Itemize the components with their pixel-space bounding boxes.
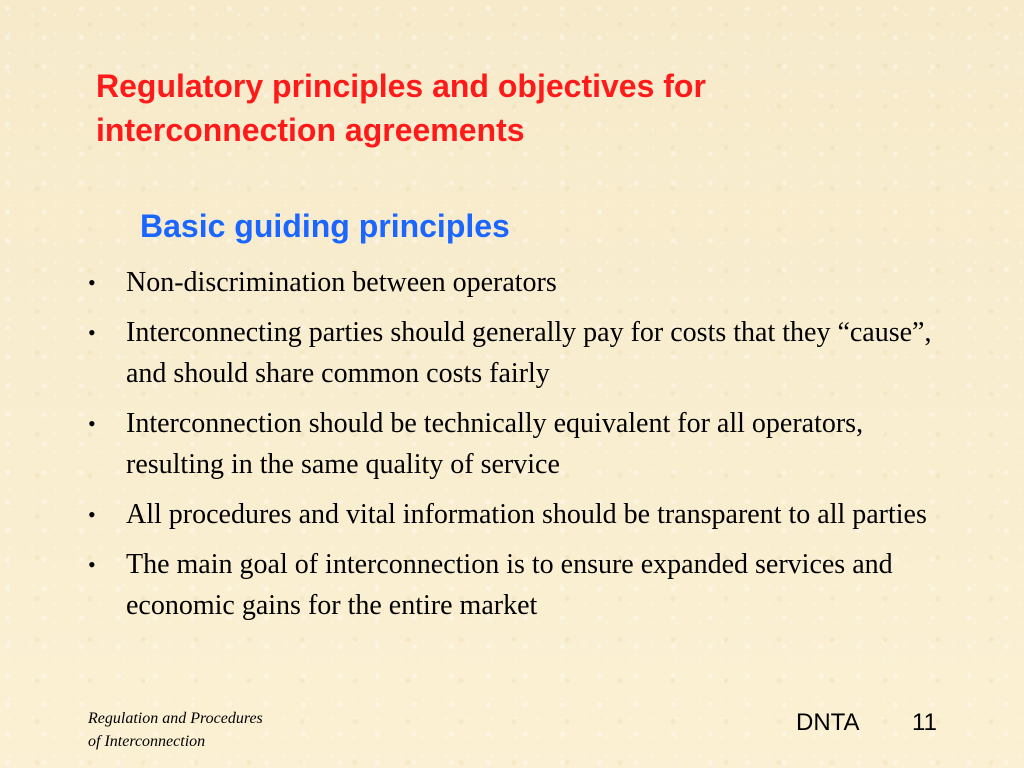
page-number: 11: [912, 709, 937, 736]
bullet-icon: •: [88, 270, 96, 295]
bullet-icon: •: [88, 320, 96, 345]
bullet-item: [86, 494, 946, 535]
bullet-icon: •: [88, 552, 96, 577]
bullet-text: Interconnecting parties should generally pay for costs that they “cause”, and should share common costs fairly: [126, 317, 932, 389]
bullet-item: [86, 262, 946, 303]
bullet-text: All procedures and vital information should be transparent to all parties: [126, 499, 927, 530]
bullet-text: Interconnection should be technically equivalent for all operators, resulting in the same quality of service: [126, 408, 864, 480]
section-subtitle: Basic guiding principles: [140, 208, 510, 244]
bullet-text: The main goal of interconnection is to ensure expanded services and economic gains for the entire market: [126, 549, 893, 621]
footer-line-1: Regulation and Procedures: [88, 710, 263, 727]
bullet-item: [86, 544, 946, 626]
bullet-icon: •: [88, 502, 96, 527]
footer-line-2: of Interconnection: [88, 733, 206, 750]
bullet-icon: •: [88, 411, 96, 436]
bullet-list: [86, 262, 946, 635]
footer-presentation-title: [88, 707, 263, 753]
bullet-item: [86, 403, 946, 485]
bullet-text: Non-discrimination between operators: [126, 267, 557, 298]
slide-title: Regulatory principles and objectives for interconnection agreements: [96, 68, 706, 148]
footer-organization: DNTA: [796, 709, 860, 736]
bullet-item: [86, 312, 946, 394]
